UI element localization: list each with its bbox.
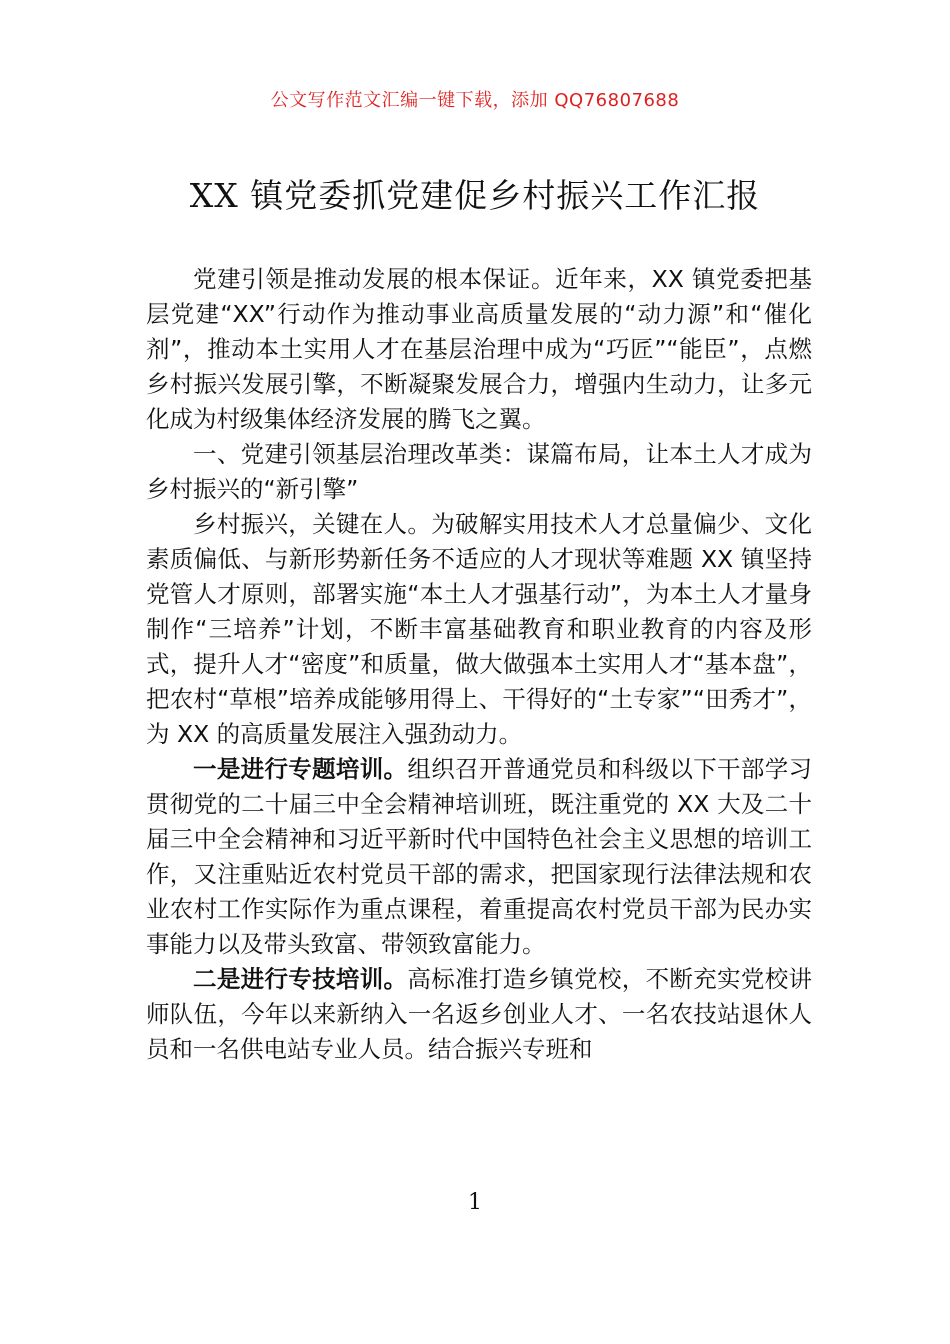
document-title: XX 镇党委抓党建促乡村振兴工作汇报 [189, 176, 761, 215]
item-lead-2: 二是进行专技培训。 [193, 965, 408, 993]
intro-paragraph: 党建引领是推动发展的根本保证。近年来，XX 镇党委把基层党建“XX”行动作为推动事业高质量发展的“动力源”和“催化剂”，推动本土实用人才在基层治理中成为“巧匠”“能臣”，点燃乡村振兴发展引擎，不断凝聚发展合力，增强内生动力，让多元化成为村级集体经济发展的腾飞之翼。 [146, 265, 812, 433]
item-body-1: 组织召开普通党员和科级以下干部学习贯彻党的二十届三中全会精神培训班，既注重党的 XX 大及二十届三中全会精神和习近平新时代中国特色社会主义思想的培训工作，又注重贴近农村党员干部的需求，把国家现行法律法规和农业农村工作实际作为重点课程，着重提高农村党员干部为民办实事能力以及带头致富、带领致富能力。 [146, 755, 813, 958]
item-body-2: 高标准打造乡镇党校，不断充实党校讲师队伍，今年以来新纳入一名返乡创业人才、一名农技站退休人员和一名供电站专业人员。结合振兴专班和 [146, 965, 813, 1063]
header-note: 公文写作范文汇编一键下载，添加 QQ76807688 [270, 90, 680, 111]
section-heading: 一、党建引领基层治理改革类：谋篇布局，让本土人才成为乡村振兴的“新引擎” [146, 440, 812, 503]
item-lead-1: 一是进行专题培训。 [193, 755, 408, 783]
item-paragraph-2 [146, 962, 812, 1067]
document-body [146, 262, 812, 1067]
page-number: 1 [468, 1190, 482, 1215]
item-paragraph-1 [146, 752, 812, 962]
section-body-paragraph: 乡村振兴，关键在人。为破解实用技术人才总量偏少、文化素质偏低、与新形势新任务不适应的人才现状等难题 XX 镇坚持党管人才原则，部署实施“本土人才强基行动”，为本土人才量身制作“三培养”计划，不断丰富基础教育和职业教育的内容及形式，提升人才“密度”和质量，做大做强本土实用人才“基本盘”，把农村“草根”培养成能够用得上、干得好的“土专家”“田秀才”，为 XX 的高质量发展注入强劲动力。 [146, 510, 812, 748]
